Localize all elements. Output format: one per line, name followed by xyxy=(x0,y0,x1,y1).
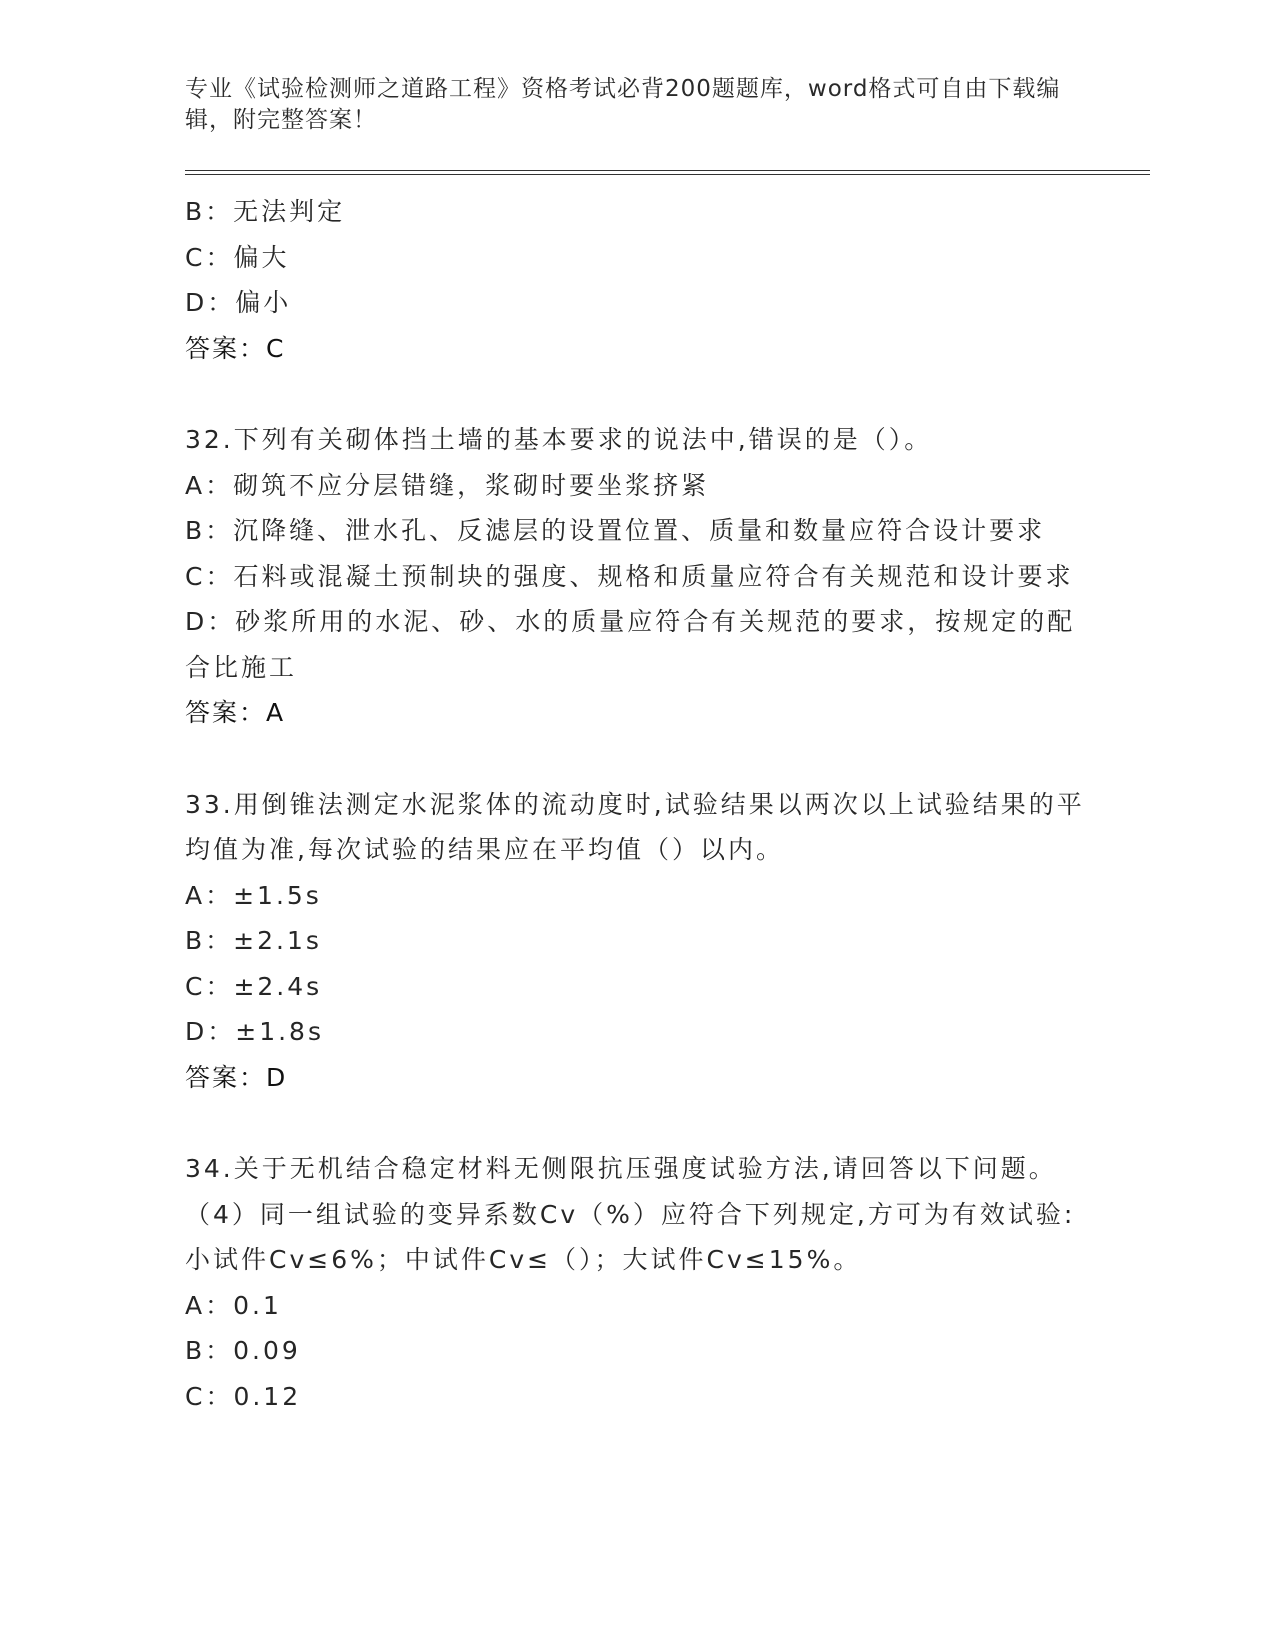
option-c: C：石料或混凝土预制块的强度、规格和质量应符合有关规范和设计要求 xyxy=(185,561,1074,591)
question-32 xyxy=(185,417,1090,736)
answer-text: 答案：A xyxy=(185,698,286,727)
option-d: D：±1.8s xyxy=(185,1017,324,1046)
option-c: C：0.12 xyxy=(185,1381,302,1411)
option-b: B：0.09 xyxy=(185,1336,301,1365)
header-title: 专业《试验检测师之道路工程》资格考试必背200题题库，word格式可自由下载编辑，附完整答案！ xyxy=(185,76,1061,133)
answer-text: 答案：D xyxy=(185,1062,288,1092)
question-33 xyxy=(185,782,1090,1101)
prev-question-block xyxy=(185,189,1090,371)
option-b: B：无法判定 xyxy=(185,197,346,226)
option-a: A：砌筑不应分层错缝，浆砌时要坐浆挤紧 xyxy=(185,470,710,500)
document-header xyxy=(185,74,1085,136)
question-34 xyxy=(185,1146,1090,1419)
option-d: D：砂浆所用的水泥、砂、水的质量应符合有关规范的要求，按规定的配合比施工 xyxy=(185,607,1076,682)
question-content xyxy=(185,189,1090,1419)
option-c: C：±2.4s xyxy=(185,971,323,1001)
header-rule-bottom xyxy=(185,174,1150,175)
option-c: C：偏大 xyxy=(185,242,290,272)
header-rule-top xyxy=(185,170,1150,171)
question-stem: 32.下列有关砌体挡土墙的基本要求的说法中,错误的是（）。 xyxy=(185,425,933,454)
option-a: A：0.1 xyxy=(185,1290,282,1320)
option-b: B：±2.1s xyxy=(185,926,322,955)
answer-text: 答案：C xyxy=(185,333,286,363)
question-stem: 34.关于无机结合稳定材料无侧限抗压强度试验方法,请回答以下问题。（4）同一组试验的变异系数Cv（%）应符合下列规定,方可为有效试验:小试件Cv≤6%；中试件Cv≤（）；大试件Cv≤15%。 xyxy=(185,1154,1076,1274)
option-a: A：±1.5s xyxy=(185,880,322,910)
question-stem: 33.用倒锥法测定水泥浆体的流动度时,试验结果以两次以上试验结果的平均值为准,每次试验的结果应在平均值（）以内。 xyxy=(185,789,1085,864)
option-b: B：沉降缝、泄水孔、反滤层的设置位置、质量和数量应符合设计要求 xyxy=(185,516,1046,545)
option-d: D：偏小 xyxy=(185,288,292,317)
